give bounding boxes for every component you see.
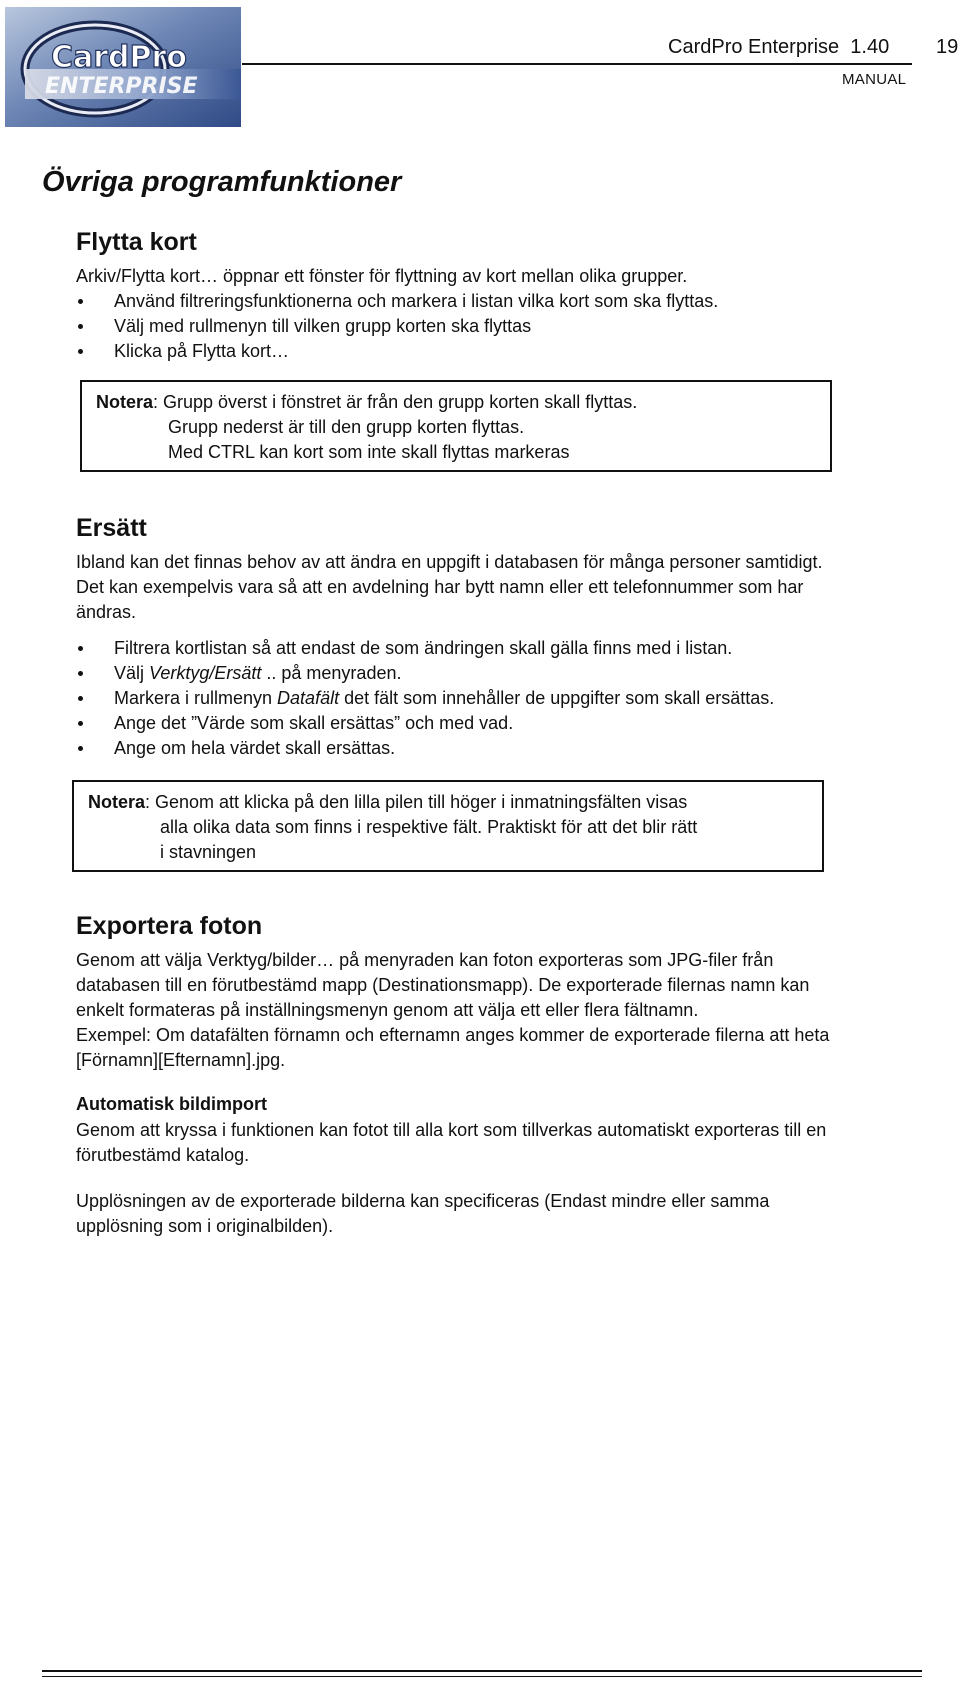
- list-item: Ange om hela värdet skall ersättas.: [76, 736, 774, 761]
- text-line: [Förnamn][Efternamn].jpg.: [76, 1050, 286, 1070]
- header-rule: [242, 63, 912, 65]
- flytta-intro: Arkiv/Flytta kort… öppnar ett fönster för flyttning av kort mellan olika grupper.: [76, 266, 688, 286]
- note-line: : Grupp överst i fönstret är från den grupp korten skall flyttas.: [153, 392, 638, 412]
- section-heading-ersatt: Ersätt: [76, 514, 147, 542]
- chapter-title: Övriga programfunktioner: [42, 166, 402, 198]
- section-heading-exportera-foton: Exportera foton: [76, 912, 263, 940]
- text-line: databasen till en förutbestämd mapp (Destinationsmapp). De exporterade filernas namn kan: [76, 975, 810, 995]
- note-box-flytta: [80, 380, 832, 472]
- subheading-automatisk-bildimport: Automatisk bildimport: [76, 1094, 268, 1114]
- note-label: Notera: [96, 392, 154, 412]
- note-line: alla olika data som finns i respektive fält. Praktiskt för att det blir rätt: [160, 817, 698, 837]
- text-line: Upplösningen av de exporterade bilderna kan specificeras (Endast mindre eller samma: [76, 1191, 770, 1211]
- text-line: ändras.: [76, 602, 137, 622]
- note-line: Grupp nederst är till den grupp korten flyttas.: [168, 417, 525, 437]
- text-line: Det kan exempelvis vara så att en avdelning har bytt namn eller ett telefonnummer som har: [76, 577, 804, 597]
- svg-text:ENTERPRISE: ENTERPRISE: [45, 74, 198, 99]
- list-item: Välj Verktyg/Ersätt .. på menyraden.: [76, 661, 774, 686]
- section-heading-flytta-kort: Flytta kort: [76, 228, 197, 256]
- note-box-ersatt: [72, 780, 824, 872]
- list-item: Ange det ”Värde som skall ersättas” och med vad.: [76, 711, 774, 736]
- list-item: Markera i rullmenyn Datafält det fält som innehåller de uppgifter som skall ersättas.: [76, 686, 774, 711]
- note-label: Notera: [88, 792, 146, 812]
- text-line: upplösning som i originalbilden).: [76, 1216, 334, 1236]
- text-line: enkelt formateras på inställningsmenyn genom att välja ett eller flera fältnamn.: [76, 1000, 699, 1020]
- list-item: Filtrera kortlistan så att endast de som ändringen skall gälla finns med i listan.: [76, 636, 774, 661]
- ersatt-paragraph: [76, 550, 823, 625]
- text-line: förutbestämd katalog.: [76, 1145, 250, 1165]
- page-number: 19: [936, 36, 959, 58]
- exportera-paragraph: [76, 948, 829, 1073]
- text-line: Genom att välja Verktyg/bilder… på menyraden kan foton exporteras som JPG-filer från: [76, 950, 774, 970]
- footer-rule-thin: [42, 1676, 922, 1677]
- auto-import-paragraph: [76, 1118, 826, 1168]
- header-product-title: CardPro Enterprise 1.40: [668, 36, 890, 58]
- list-item: Klicka på Flytta kort…: [76, 339, 718, 364]
- svg-text:CardPro: CardPro: [51, 40, 187, 75]
- header-subtitle: MANUAL: [842, 71, 907, 88]
- footer-rule: [42, 1670, 922, 1672]
- resolution-paragraph: [76, 1189, 769, 1239]
- note-line: : Genom att klicka på den lilla pilen till höger i inmatningsfälten visas: [145, 792, 688, 812]
- flytta-steps: [76, 289, 718, 364]
- text-line: Exempel: Om datafälten förnamn och efternamn anges kommer de exporterade filerna att heta: [76, 1025, 830, 1045]
- text-line: Genom att kryssa i funktionen kan fotot till alla kort som tillverkas automatiskt exporteras till en: [76, 1120, 827, 1140]
- note-line: i stavningen: [160, 842, 257, 862]
- cardpro-enterprise-logo: [5, 7, 241, 127]
- text-line: Ibland kan det finnas behov av att ändra en uppgift i databasen för många personer samtidigt.: [76, 552, 823, 572]
- note-line: Med CTRL kan kort som inte skall flyttas markeras: [168, 442, 570, 462]
- list-item: Använd filtreringsfunktionerna och markera i listan vilka kort som ska flyttas.: [76, 289, 718, 314]
- ersatt-steps: [76, 636, 774, 761]
- list-item: Välj med rullmenyn till vilken grupp korten ska flyttas: [76, 314, 718, 339]
